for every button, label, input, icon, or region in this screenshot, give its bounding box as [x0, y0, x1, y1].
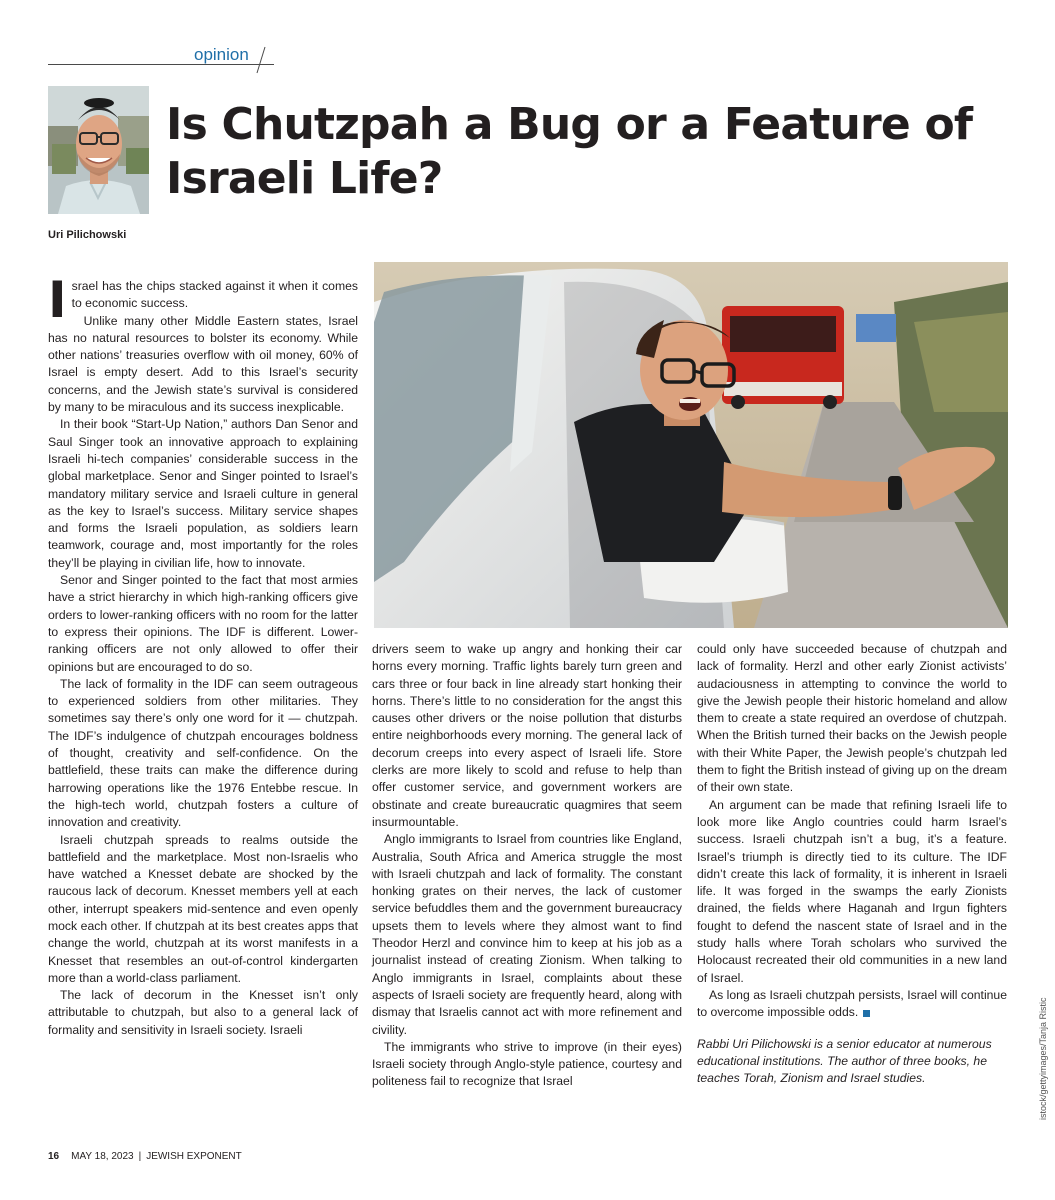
paragraph: The lack of formality in the IDF can seem outrageous to experienced soldiers from other militaries. They sometimes say there’s only one word for it — chutzpah. The IDF’s indulgence of chutzpah encourages boldness of thought, creativity and self-confidence. On the battlefield, these traits can make the difference during harrowing operations like the 1976 Entebbe rescue. In the high-tech world, chutzpah fosters a culture of innovation and creativity. — [48, 676, 358, 830]
issue-date: MAY 18, 2023 — [71, 1151, 134, 1162]
paragraph: The lack of decorum in the Knesset isn’t only attributable to chutzpah, but also to a general lack of formality and sensitivity in Israeli society. Israeli — [48, 988, 358, 1037]
page-footer — [48, 1151, 242, 1162]
photo-credit: istock/gettyimages/Tanja Ristic — [1038, 997, 1048, 1120]
paragraph: In their book “Start-Up Nation,” authors Dan Senor and Saul Singer took an innovative approach to explaining Israeli hi-tech companies’ considerable success in the global marketplace. Senor and Singer pointed to Israel’s mandatory military service and Israeli culture in general as the key to Israel’s success. Military service shapes and forms the Israeli population, as soldiers learn teamwork, courage and, most importantly for the roles they’ll be playing in civilian life, how to innovate. — [48, 417, 358, 570]
end-mark-icon — [863, 1010, 870, 1017]
section-label: opinion — [194, 45, 249, 64]
paragraph: Unlike many other Middle Eastern states, Israel has no natural resources to bolster its economy. While other nations’ treasuries overflow with oil money, 60% of Israel is empty desert. Add to this Israel’s security concerns, and the Jewish state’s survival is considered by many to be miraculous and its success inexplicable. — [48, 313, 358, 415]
paragraph: Anglo immigrants to Israel from countries like England, Australia, South Africa and America struggle the most with Israeli chutzpah and lack of formality. The constant honking grates on their nerves, the lack of customer service befuddles them and the government bureaucracy upsets them to levels where they almost want to find Theodor Herzl and convince him to keep at his job as a journalist instead of creating Zionism. When talking to Anglo immigrants in Israel, complaints about these aspects of Israeli society are frequently heard, along with dismay that Israelis cannot act with more refinement and civility. — [372, 832, 682, 1037]
publication-name: JEWISH EXPONENT — [146, 1151, 242, 1162]
article-photo — [374, 262, 1008, 628]
byline: Uri Pilichowski — [48, 229, 127, 241]
paragraph: Israeli chutzpah spreads to realms outside the battlefield and the marketplace. Most non-Israelis who have watched a Knesset debate are shocked by the raucous lack of decorum. Knesset members yell at each other, interrupt speakers mid-sentence and even openly mock each other. If chutzpah at its best creates apps that change the world, chutzpah at its worst manifests in a Knesset that resembles an out-of-control kindergarten more than a world-class parliament. — [48, 832, 358, 985]
article-column-3 — [697, 641, 1007, 1087]
footer-separator: | — [138, 1151, 142, 1162]
section-slash-icon — [254, 45, 268, 75]
paragraph: Senor and Singer pointed to the fact that most armies have a strict hierarchy in which high-ranking officers give orders to lower-ranking officers with no room for the latter to express their opinions. The IDF is different. Lower-ranking officers are not only allowed to offer their opinions but are encouraged to do so. — [48, 573, 358, 674]
paragraph: could only have succeeded because of chutzpah and lack of formality. Herzl and other early Zionist activists’ audaciousness in attempting to convince the world to give the Jewish people their historic homeland and allow them to create a state required an overdose of chutzpah. When the British turned their backs on the Jewish people with their White Paper, the Jewish people’s chutzpah led them to fight the British instead of giving up on the dream of their own state. — [697, 642, 1007, 795]
drop-cap: I — [48, 271, 67, 329]
paragraph: drivers seem to wake up angry and honking their car horns every morning. Traffic lights barely turn green and cars three or four back in line already start honking their horns. There’s little to no consideration for the angst this causes other drivers or the noise pollution that disturbs entire neighborhoods every morning. The general lack of decorum creeps into every aspect of Israeli life. Store clerks are more likely to scold and refuse to help than offer customer service, and government workers are obstinate and create bureaucratic quagmires that seem insurmountable. — [372, 642, 682, 829]
author-bio: Rabbi Uri Pilichowski is a senior educator at numerous educational institutions. The author of three books, he teaches Torah, Zionism and Israel studies. — [697, 1036, 992, 1086]
article-column-2 — [372, 641, 682, 1091]
paragraph: Israel has the chips stacked against it when it comes to economic success. — [48, 271, 358, 329]
paragraph: An argument can be made that refining Israeli life to look more like Anglo countries could harm Israel’s success. Israeli chutzpah isn’t a bug, it’s a feature. Israel’s triumph is directly tied to its culture. The IDF didn’t create this lack of formality, it is inherent in Israeli life. It was forged in the swamps the early Zionists drained, the fields where Haganah and Irgun fighters fought to defend the nascent state of Israel and in the study halls where Torah scholars who survived the Holocaust recreated their old communities in a new land of Israel. — [697, 797, 1007, 985]
article-column-1 — [48, 271, 358, 1039]
author-photo — [48, 86, 149, 214]
paragraph: As long as Israeli chutzpah persists, Israel will continue to overcome impossible odds. — [697, 987, 1007, 1020]
paragraph: The immigrants who strive to improve (in their eyes) Israeli society through Anglo-style patience, courtesy and politeness fail to recognize that Israel — [372, 1039, 682, 1089]
headline: Is Chutzpah a Bug or a Feature of Israeli Life? — [166, 99, 973, 204]
page-number: 16 — [48, 1151, 60, 1162]
